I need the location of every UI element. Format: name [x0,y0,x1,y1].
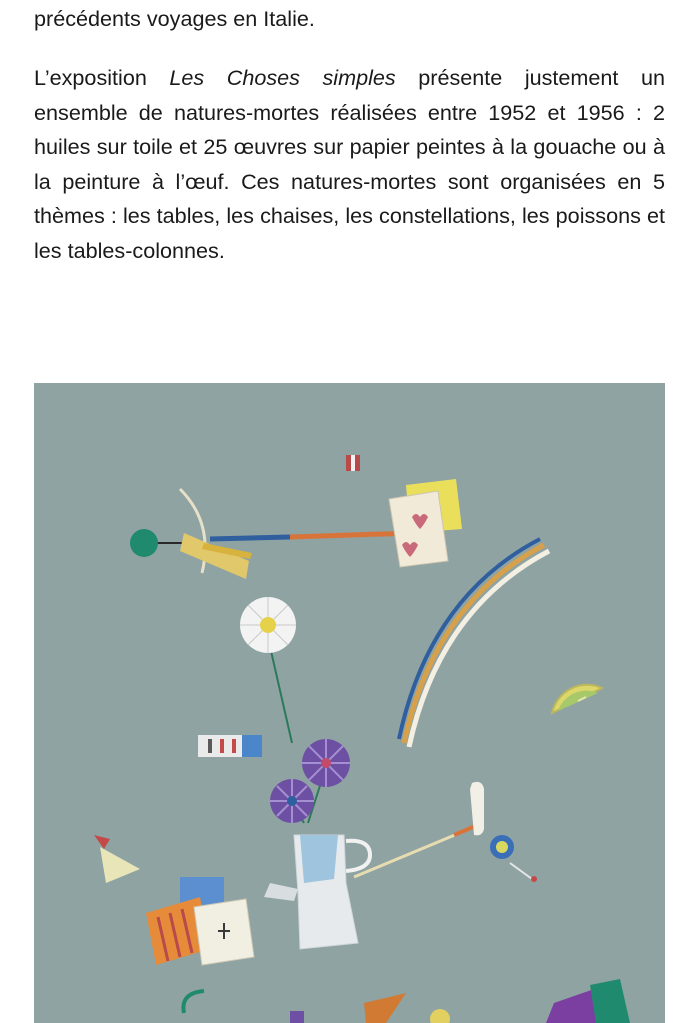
painting-svg [34,383,665,1023]
paragraph-text: précédents voyages en Italie. [34,6,315,31]
artwork-still-life-image [34,383,665,1023]
paragraph-text-after-title: présente justement un ensemble de natures-mortes réalisées entre 1952 et 1956 : 2 huiles sur toile et 25 œuvres sur papier peintes à la gouache ou à la peinture à l’œuf. Ces natures-mortes sont organisées en 5 thèmes : les tables, les chaises, les constellations, les poissons et les tables-colonnes. [34,65,665,263]
striped-flag-shape [198,735,262,757]
paragraph-text-before-title: L’exposition [34,65,170,90]
exhibition-title: Les Choses simples [169,65,396,90]
paragraph-exhibition [34,61,665,268]
small-flag-shape [346,455,360,471]
paragraph-previous-tail [34,2,665,37]
